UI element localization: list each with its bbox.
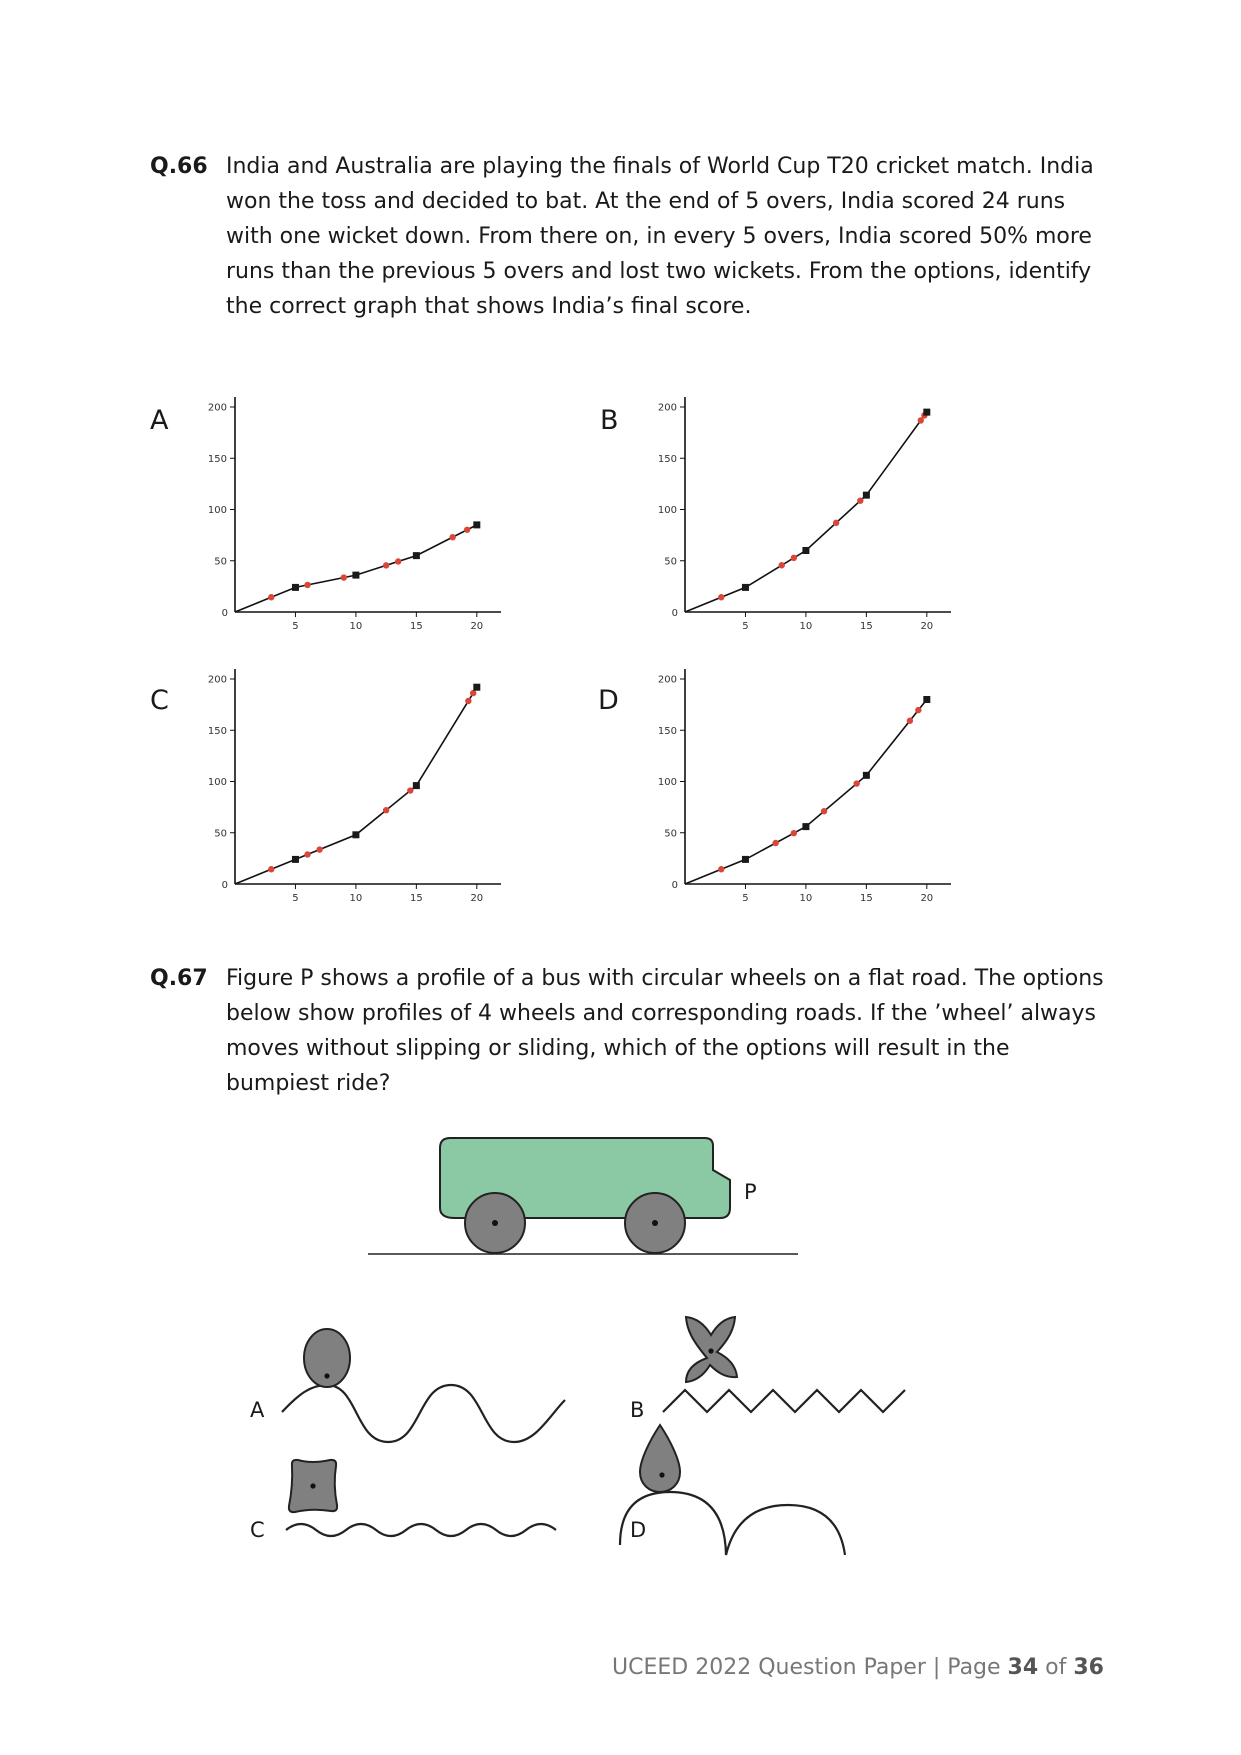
x-tick-label: 10: [799, 621, 813, 630]
y-tick-label: 0: [221, 608, 228, 619]
y-tick-label: 200: [207, 402, 227, 414]
y-tick-label: 50: [664, 828, 677, 840]
wicket-marker: [304, 582, 310, 588]
wicket-marker: [449, 534, 455, 540]
wicket-marker: [304, 851, 310, 857]
road-a: [282, 1385, 565, 1442]
option-d-label: D: [598, 685, 619, 716]
question-number: Q.66: [150, 154, 208, 179]
wicket-marker: [718, 866, 724, 872]
score-marker: [742, 584, 749, 591]
x-tick-label: 5: [742, 893, 749, 902]
question-67: [150, 961, 1110, 1101]
score-marker: [292, 584, 299, 591]
wicket-marker: [395, 558, 401, 564]
wicket-marker: [791, 555, 797, 561]
road-d: [620, 1492, 845, 1555]
x-tick-label: 5: [292, 621, 299, 630]
score-marker: [473, 521, 480, 528]
score-marker: [923, 409, 930, 416]
y-tick-label: 50: [214, 828, 227, 840]
option-c-label: C: [150, 685, 169, 716]
wicket-marker: [791, 830, 797, 836]
wicket-marker: [268, 594, 274, 600]
x-tick-label: 20: [920, 893, 934, 902]
chart-option-c: [150, 662, 510, 902]
score-marker: [742, 856, 749, 863]
wicket-marker: [470, 690, 476, 696]
wicket-marker: [268, 866, 274, 872]
chart-option-b: [600, 390, 960, 630]
x-tick-label: 20: [470, 893, 484, 902]
option-c-label: C: [250, 1518, 265, 1542]
figure-p-bus: [360, 1130, 820, 1280]
road-b: [663, 1390, 905, 1412]
x-tick-label: 15: [859, 893, 873, 902]
y-tick-label: 100: [657, 505, 677, 516]
wicket-marker: [907, 718, 913, 724]
x-tick-label: 15: [409, 893, 423, 902]
question-text: Figure P shows a profile of a bus with circular wheels on a flat road. The options below show profiles of 4 wheels and corresponding roads. If the ’wheel’ always moves without slipping or sliding, which of the options will result in the bumpiest ride?: [226, 966, 1104, 1096]
wicket-marker: [316, 846, 322, 852]
page-footer: UCEED 2022 Question Paper | Page 34 of 36: [612, 1655, 1104, 1680]
score-marker: [923, 696, 930, 703]
wicket-marker: [383, 807, 389, 813]
figure-p-label: P: [744, 1180, 757, 1204]
y-tick-label: 200: [657, 402, 677, 414]
wicket-marker: [465, 698, 471, 704]
option-d: [620, 1425, 845, 1555]
question-text: India and Australia are playing the finals of World Cup T20 cricket match. India won the toss and decided to bat. At the end of 5 overs, India scored 24 runs with one wicket down. From there on, in every 5 overs, India scored 50% more runs than the previous 5 overs and lost two wickets. From the options, identify the correct graph that shows India’s final score.: [226, 154, 1094, 319]
wicket-marker: [407, 787, 413, 793]
x-tick-label: 10: [799, 893, 813, 902]
q67-wheel-options: [240, 1300, 960, 1570]
wicket-marker: [341, 574, 347, 580]
option-b: [630, 1317, 905, 1422]
x-tick-label: 15: [409, 621, 423, 630]
question-66: [150, 149, 1110, 324]
y-tick-label: 150: [657, 725, 677, 737]
x-tick-label: 10: [349, 621, 363, 630]
wicket-marker: [833, 520, 839, 526]
score-marker: [802, 823, 809, 830]
wicket-marker: [718, 594, 724, 600]
chart-option-a: [150, 390, 510, 630]
road-c: [286, 1524, 556, 1536]
score-marker: [802, 547, 809, 554]
wicket-marker: [464, 527, 470, 533]
score-marker: [352, 831, 359, 838]
x-tick-label: 10: [349, 893, 363, 902]
score-line: [685, 412, 927, 612]
score-marker: [413, 782, 420, 789]
option-c: [250, 1460, 556, 1542]
score-marker: [292, 856, 299, 863]
option-a: [250, 1329, 565, 1442]
wicket-marker: [915, 707, 921, 713]
y-tick-label: 50: [214, 556, 227, 568]
score-marker: [413, 552, 420, 559]
score-marker: [863, 772, 870, 779]
option-b-label: B: [630, 1398, 645, 1422]
x-tick-label: 5: [742, 621, 749, 630]
option-d-label: D: [630, 1518, 647, 1542]
wheel-d-teardrop: [640, 1425, 680, 1492]
x-tick-label: 5: [292, 893, 299, 902]
y-tick-label: 0: [221, 880, 228, 891]
x-tick-label: 20: [920, 621, 934, 630]
y-tick-label: 0: [671, 880, 678, 891]
wicket-marker: [779, 562, 785, 568]
y-tick-label: 50: [664, 556, 677, 568]
y-tick-label: 100: [207, 777, 227, 788]
score-marker: [352, 572, 359, 579]
wicket-marker: [853, 780, 859, 786]
wicket-marker: [383, 562, 389, 568]
x-tick-label: 15: [859, 621, 873, 630]
wicket-marker: [857, 497, 863, 503]
score-line: [235, 687, 477, 884]
score-marker: [473, 684, 480, 691]
y-tick-label: 200: [207, 674, 227, 686]
y-tick-label: 0: [671, 608, 678, 619]
score-marker: [863, 492, 870, 499]
y-tick-label: 150: [657, 453, 677, 465]
option-a-label: A: [150, 405, 169, 436]
chart-option-d: [600, 662, 960, 902]
page-number: 34: [1007, 1655, 1039, 1680]
y-tick-label: 150: [207, 453, 227, 465]
wicket-marker: [772, 840, 778, 846]
page-total: 36: [1073, 1655, 1104, 1680]
score-line: [685, 700, 927, 885]
option-a-label: A: [250, 1398, 265, 1422]
y-tick-label: 200: [657, 674, 677, 686]
option-b-label: B: [600, 405, 619, 436]
wicket-marker: [821, 808, 827, 814]
question-number: Q.67: [150, 966, 208, 991]
y-tick-label: 100: [657, 777, 677, 788]
x-tick-label: 20: [470, 621, 484, 630]
y-tick-label: 100: [207, 505, 227, 516]
y-tick-label: 150: [207, 725, 227, 737]
